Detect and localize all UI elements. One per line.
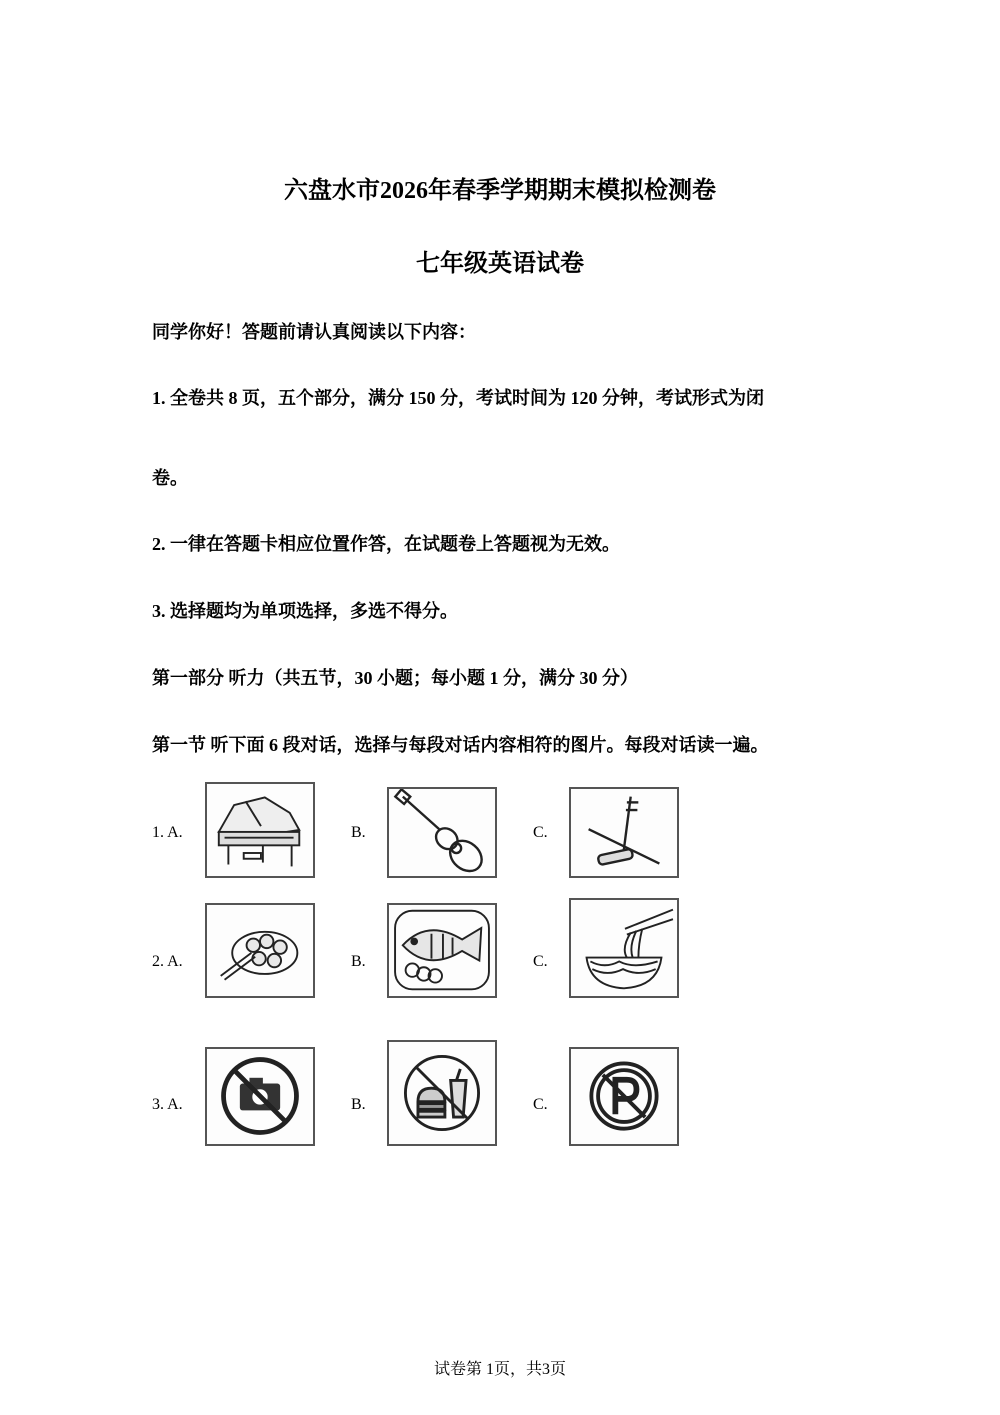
fish-icon[interactable] bbox=[387, 903, 497, 998]
q1-label-a: 1. A. bbox=[152, 824, 183, 841]
q2-label-c: C. bbox=[533, 953, 548, 970]
no-food-drink-icon[interactable] bbox=[387, 1040, 497, 1146]
part1-heading: 第一部分 听力（共五节，30 小题；每小题 1 分，满分 30 分） bbox=[152, 668, 638, 688]
q1-label-c: C. bbox=[533, 824, 548, 841]
page-footer: 试卷第 1页，共3页 bbox=[433, 1361, 566, 1378]
greeting: 同学你好！答题前请认真阅读以下内容： bbox=[152, 322, 476, 342]
no-parking-icon[interactable] bbox=[569, 1047, 679, 1146]
instruction-2: 2. 一律在答题卡相应位置作答，在试题卷上答题视为无效。 bbox=[152, 534, 620, 554]
instruction-3: 3. 选择题均为单项选择，多选不得分。 bbox=[152, 601, 458, 621]
q1-label-b: B. bbox=[351, 824, 366, 841]
dumplings-icon[interactable] bbox=[205, 903, 315, 998]
q3-label-a: 3. A. bbox=[152, 1096, 183, 1113]
instruction-1-line-1: 1. 全卷共 8 页，五个部分，满分 150 分，考试时间为 120 分钟，考试形式为闭 bbox=[152, 388, 764, 408]
exam-title: 六盘水市2026年春季学期期末模拟检测卷 bbox=[284, 178, 716, 204]
q3-label-b: B. bbox=[351, 1096, 366, 1113]
noodles-icon[interactable] bbox=[569, 898, 679, 998]
grand-piano-icon[interactable] bbox=[205, 782, 315, 878]
exam-subtitle: 七年级英语试卷 bbox=[416, 251, 584, 277]
no-photos-icon[interactable] bbox=[205, 1047, 315, 1146]
q3-label-c: C. bbox=[533, 1096, 548, 1113]
q2-label-b: B. bbox=[351, 953, 366, 970]
section1-heading: 第一节 听下面 6 段对话，选择与每段对话内容相符的图片。每段对话读一遍。 bbox=[152, 735, 769, 755]
guitar-icon[interactable] bbox=[387, 787, 497, 878]
erhu-icon[interactable] bbox=[569, 787, 679, 878]
q2-label-a: 2. A. bbox=[152, 953, 183, 970]
instruction-1-line-2: 卷。 bbox=[152, 468, 188, 488]
